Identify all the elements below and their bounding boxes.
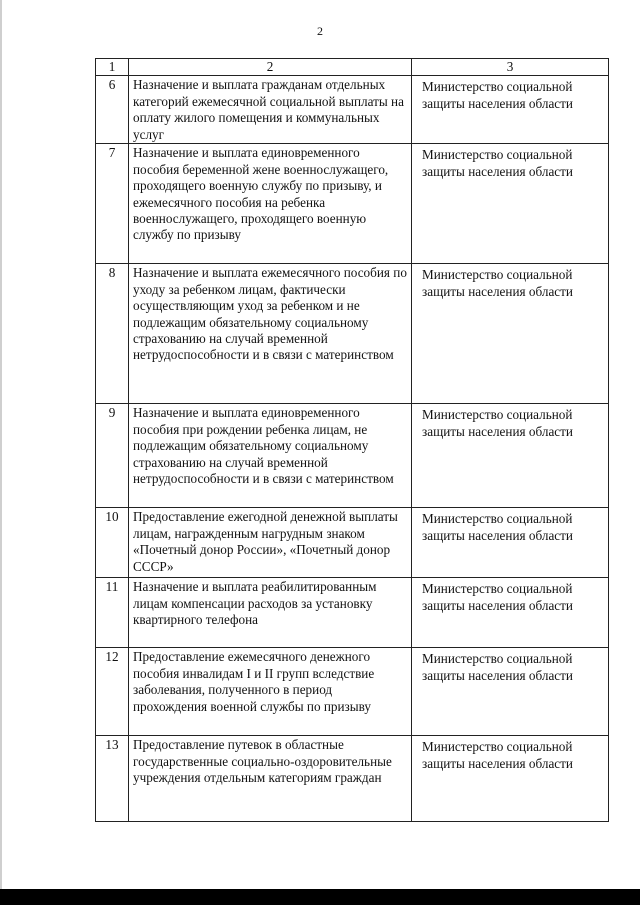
responsible-agency — [412, 648, 609, 736]
header-col-2: 2 — [129, 59, 412, 76]
responsible-agency — [412, 508, 609, 578]
table-row — [96, 404, 609, 508]
row-number: 9 — [96, 404, 129, 508]
row-number: 7 — [96, 144, 129, 264]
page-number: 2 — [317, 24, 323, 38]
service-description: Предоставление ежегодной денежной выплаты лицам, награжденным нагрудным знаком «Почетный донор России», «Почетный донор СССР» — [129, 508, 412, 578]
service-description: Предоставление ежемесячного денежного пособия инвалидам I и II групп вследствие заболевания, полученного в период прохождения военной службы по призыву — [129, 648, 412, 736]
header-col-3: 3 — [412, 59, 609, 76]
agency-text: Министерство социальной защиты населения области — [422, 581, 573, 613]
row-number: 6 — [96, 76, 129, 144]
responsible-agency — [412, 578, 609, 648]
table-row — [96, 578, 609, 648]
row-number: 8 — [96, 264, 129, 404]
services-table — [95, 58, 609, 822]
responsible-agency — [412, 264, 609, 404]
service-description: Назначение и выплата ежемесячного пособия по уходу за ребенком лицам, фактически осуществляющим уход за ребенком и не подлежащим обязательному социальному страхованию на случай временной нетрудоспособности и в связи с материнством — [129, 264, 412, 404]
row-number: 10 — [96, 508, 129, 578]
scan-edge — [0, 0, 2, 905]
table-row — [96, 648, 609, 736]
service-description: Назначение и выплата единовременного пособия при рождении ребенка лицам, не подлежащим обязательному социальному страхованию на случай временной нетрудоспособности и в связи с материнством — [129, 404, 412, 508]
table-row — [96, 264, 609, 404]
agency-text: Министерство социальной защиты населения области — [422, 651, 573, 683]
table-header-row — [96, 59, 609, 76]
scan-border — [0, 889, 640, 905]
agency-text: Министерство социальной защиты населения области — [422, 739, 573, 771]
service-description: Назначение и выплата единовременного пособия беременной жене военнослужащего, проходящего военную службу по призыву, и ежемесячного пособия на ребенка военнослужащего, проходящего военную службу по призыву — [129, 144, 412, 264]
agency-text: Министерство социальной защиты населения области — [422, 79, 573, 111]
table-row — [96, 144, 609, 264]
row-number: 13 — [96, 736, 129, 822]
service-description: Назначение и выплата гражданам отдельных категорий ежемесячной социальной выплаты на оплату жилого помещения и коммунальных услуг — [129, 76, 412, 144]
responsible-agency — [412, 736, 609, 822]
table-row — [96, 508, 609, 578]
responsible-agency — [412, 404, 609, 508]
agency-text: Министерство социальной защиты населения области — [422, 511, 573, 543]
header-col-1: 1 — [96, 59, 129, 76]
service-description: Назначение и выплата реабилитированным лицам компенсации расходов за установку квартирного телефона — [129, 578, 412, 648]
table-row — [96, 76, 609, 144]
responsible-agency — [412, 76, 609, 144]
row-number: 12 — [96, 648, 129, 736]
agency-text: Министерство социальной защиты населения области — [422, 147, 573, 179]
service-description: Предоставление путевок в областные государственные социально-оздоровительные учреждения отдельным категориям граждан — [129, 736, 412, 822]
responsible-agency — [412, 144, 609, 264]
row-number: 11 — [96, 578, 129, 648]
agency-text: Министерство социальной защиты населения области — [422, 407, 573, 439]
table-row — [96, 736, 609, 822]
agency-text: Министерство социальной защиты населения области — [422, 267, 573, 299]
